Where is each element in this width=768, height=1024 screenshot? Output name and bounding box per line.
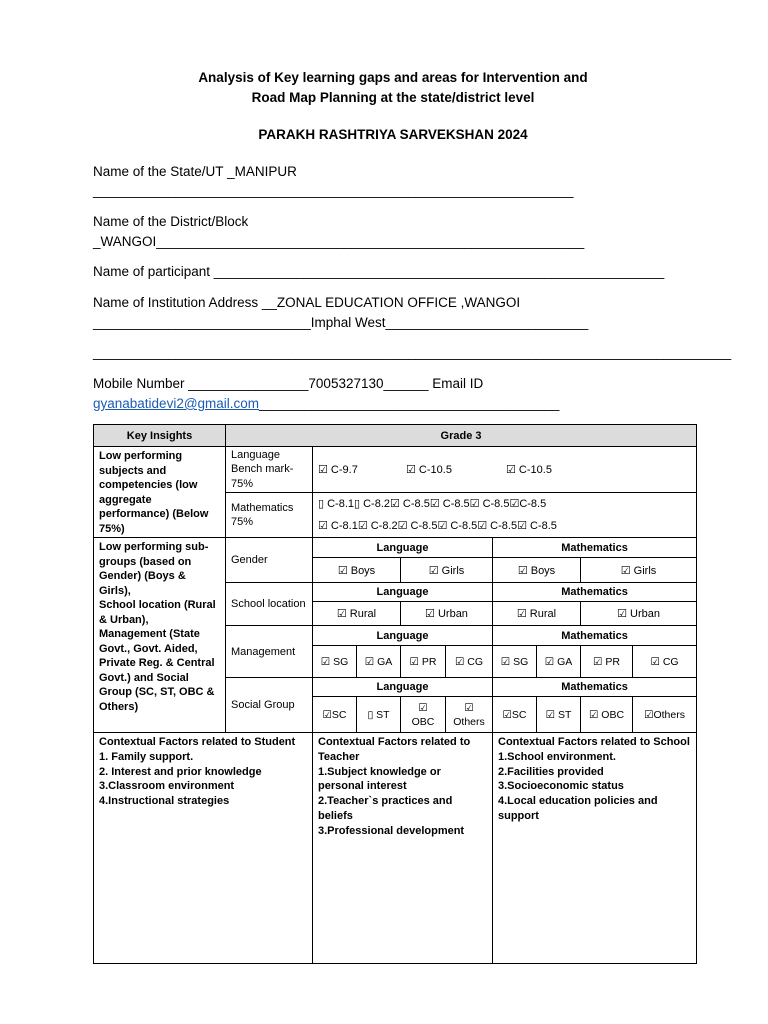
context-teacher-title: Contextual Factors related to Teacher: [318, 736, 471, 763]
institution-field-value: _____________________________Imphal West___________________________: [93, 315, 589, 330]
language-value-2: ☑ C-10.5: [406, 464, 452, 476]
low-subjects-label: Low performing subjects and competencies (low aggregate performance) (Below 75%): [94, 447, 226, 538]
management-lang-ga: ☑ GA: [357, 646, 401, 678]
header-key-insights: Key Insights: [94, 425, 226, 447]
management-lang-sg: ☑ SG: [313, 646, 357, 678]
gender-language-header: Language: [313, 538, 493, 558]
gender-lang-girls: ☑ Girls: [401, 558, 493, 583]
context-student-item: 2. Interest and prior knowledge: [99, 765, 262, 778]
email-underline: ________________________________________: [259, 396, 560, 411]
document-title-line2: Road Map Planning at the state/district level: [251, 90, 535, 105]
context-teacher-cell: [313, 733, 493, 964]
management-language-header: Language: [313, 626, 493, 646]
language-benchmark-label: Language Bench mark-75%: [226, 447, 313, 493]
low-groups-label-location: School location (Rural & Urban),: [99, 599, 216, 626]
mobile-field: Mobile Number ________________7005327130______ Email ID: [93, 376, 484, 391]
math-values-cell: [313, 493, 697, 538]
participant-field: Name of participant ____________________________________________________________: [93, 264, 665, 279]
math-values-line2: ☑ C-8.1☑ C-8.2☑ C-8.5☑ C-8.5☑ C-8.5☑ C-8.5: [318, 520, 557, 532]
social-lang-obc: ☑ OBC: [401, 697, 446, 733]
management-math-ga: ☑ GA: [537, 646, 581, 678]
context-teacher-item: 1.Subject knowledge or personal interest: [318, 765, 441, 793]
location-language-header: Language: [313, 583, 493, 602]
social-lang-others: ☑ Others: [446, 697, 493, 733]
social-lang-st: ▯ ST: [357, 697, 401, 733]
management-math-sg: ☑ SG: [493, 646, 537, 678]
document-subtitle: PARAKH RASHTRIYA SARVEKSHAN 2024: [258, 127, 528, 142]
location-math-header: Mathematics: [493, 583, 697, 602]
location-label: School location: [226, 583, 313, 626]
low-groups-label-gender: Low performing sub-groups (based on Gender) (Boys & Girls),: [99, 541, 209, 597]
social-language-header: Language: [313, 678, 493, 697]
context-student-item: 1. Family support.: [99, 750, 194, 763]
low-groups-label: [94, 538, 226, 733]
social-lang-sc: ☑SC: [313, 697, 357, 733]
social-math-others: ☑Others: [633, 697, 697, 733]
management-math-cg: ☑ CG: [633, 646, 697, 678]
context-teacher-item: 3.Professional development: [318, 824, 465, 837]
context-school-item: 1.School environment.: [498, 750, 616, 763]
management-label: Management: [226, 626, 313, 678]
district-field: Name of the District/Block: [93, 214, 249, 229]
gender-math-boys: ☑ Boys: [493, 558, 581, 583]
context-school-item: 3.Socioeconomic status: [498, 780, 624, 793]
document-title-line1: Analysis of Key learning gaps and areas for Intervention and: [198, 70, 588, 85]
context-school-item: 4.Local education policies and support: [498, 795, 658, 822]
header-grade: Grade 3: [226, 425, 697, 447]
gender-math-header: Mathematics: [493, 538, 697, 558]
context-teacher-item: 2.Teacher`s practices and beliefs: [318, 795, 453, 822]
context-school-title: Contextual Factors related to School: [498, 736, 690, 748]
management-math-pr: ☑ PR: [581, 646, 633, 678]
institution-field: Name of Institution Address __ZONAL EDUCATION OFFICE ,WANGOI: [93, 295, 521, 310]
math-benchmark-label: Mathematics 75%: [226, 493, 313, 538]
context-school-item: 2.Facilities provided: [498, 765, 604, 778]
low-groups-label-management: Management (State Govt., Govt. Aided, Private Reg. & Central Govt.) and Social Group (SC, ST, OBC & Others): [99, 628, 215, 713]
email-link[interactable]: gyanabatidevi2@gmail.com: [93, 396, 260, 411]
gender-lang-boys: ☑ Boys: [313, 558, 401, 583]
location-math-urban: ☑ Urban: [581, 602, 697, 626]
context-school-cell: [493, 733, 697, 964]
language-values-cell: [313, 447, 697, 493]
language-value-3: ☑ C-10.5: [506, 464, 552, 476]
insights-table: [93, 424, 697, 964]
blank-underline: _____________________________________________________________________________________: [93, 345, 732, 360]
email-field: [93, 396, 559, 411]
social-math-st: ☑ ST: [537, 697, 581, 733]
location-math-rural: ☑ Rural: [493, 602, 581, 626]
context-student-cell: [94, 733, 313, 964]
social-group-label: Social Group: [226, 678, 313, 733]
location-lang-urban: ☑ Urban: [401, 602, 493, 626]
context-student-title: Contextual Factors related to Student: [99, 736, 296, 748]
context-student-item: 4.Instructional strategies: [99, 795, 230, 808]
gender-math-girls: ☑ Girls: [581, 558, 697, 583]
location-lang-rural: ☑ Rural: [313, 602, 401, 626]
language-value-1: ☑ C-9.7: [318, 464, 358, 476]
gender-label: Gender: [226, 538, 313, 583]
social-math-sc: ☑SC: [493, 697, 537, 733]
management-lang-pr: ☑ PR: [401, 646, 446, 678]
state-field: Name of the State/UT _MANIPUR: [93, 164, 297, 179]
management-math-header: Mathematics: [493, 626, 697, 646]
social-math-obc: ☑ OBC: [581, 697, 633, 733]
state-field-underline: ________________________________________________________________: [93, 183, 574, 198]
district-field-value: _WANGOI_________________________________________________________: [93, 234, 585, 249]
management-lang-cg: ☑ CG: [446, 646, 493, 678]
context-student-item: 3.Classroom environment: [99, 780, 235, 793]
social-math-header: Mathematics: [493, 678, 697, 697]
math-values-line1: ▯ C-8.1▯ C-8.2☑ C-8.5☑ C-8.5☑ C-8.5☑C-8.5: [318, 498, 547, 510]
